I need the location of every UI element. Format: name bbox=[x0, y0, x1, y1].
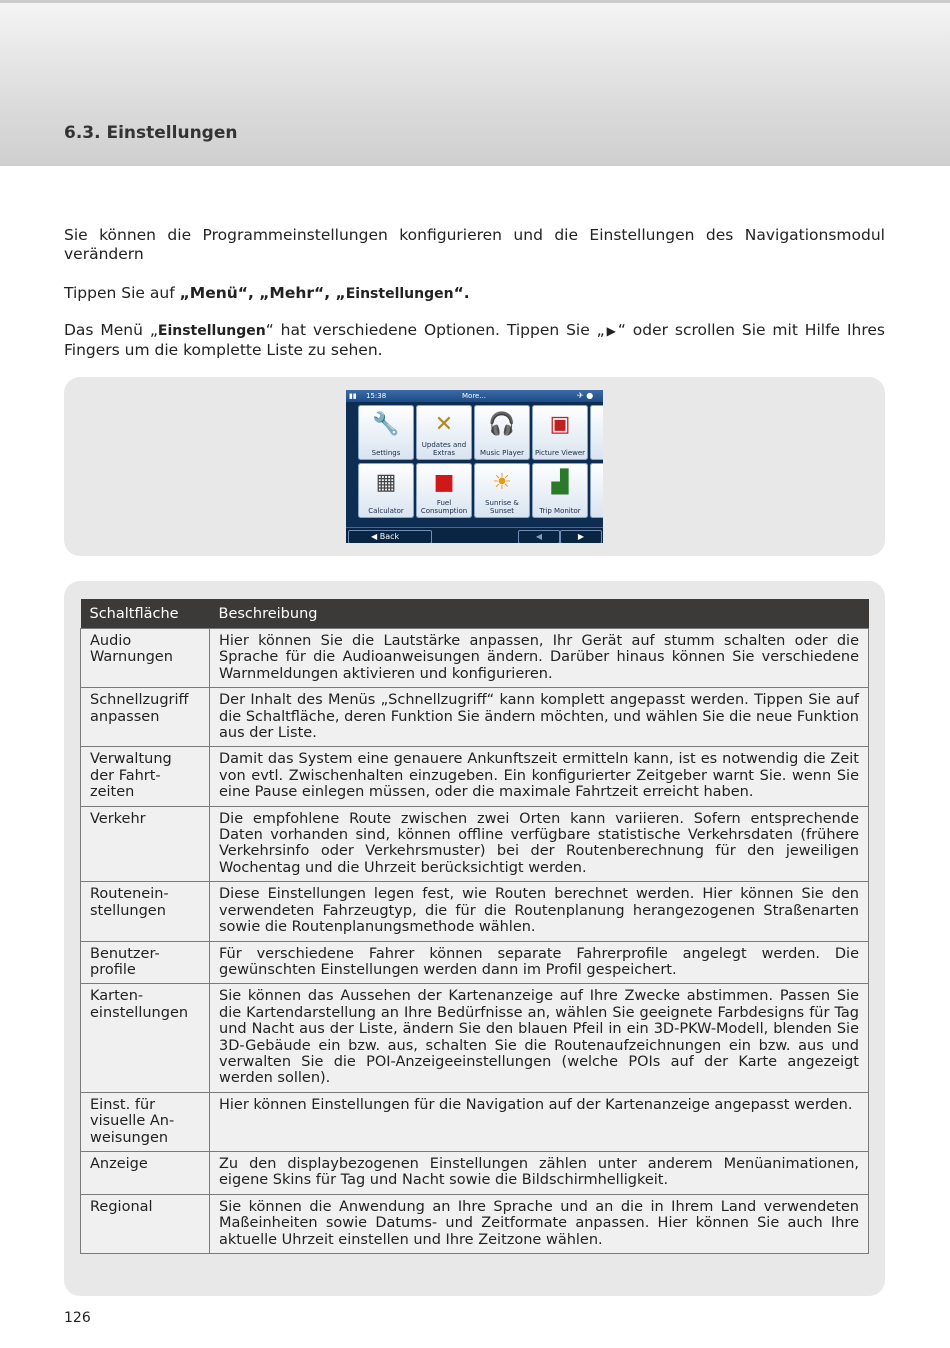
tile-settings[interactable] bbox=[358, 405, 414, 460]
back-arrow-icon: ◀ bbox=[371, 532, 378, 541]
screen-title: More... bbox=[462, 392, 487, 400]
satellite-icon: ✈ ● bbox=[577, 391, 594, 400]
tile-label: Settings bbox=[371, 448, 401, 457]
table-row bbox=[81, 1092, 869, 1151]
table-row bbox=[81, 984, 869, 1092]
tile-picture-viewer[interactable] bbox=[532, 405, 588, 460]
menu-suffix: “ oder scrollen Sie mit Hilfe Ihres Fingers um die komplette Liste zu sehen. bbox=[64, 321, 885, 359]
tile-label: Picture Viewer bbox=[534, 448, 586, 457]
row-button-name: Verwaltung der Fahrt- zeiten bbox=[81, 747, 210, 806]
tile-fuel-consumption[interactable] bbox=[416, 463, 472, 518]
headphones-icon: 🎧 bbox=[488, 411, 516, 437]
row-button-name: Routenein- stellungen bbox=[81, 882, 210, 941]
clock: 15:38 bbox=[366, 392, 387, 400]
row-description: Hier können Einstellungen für die Navigation auf der Kartenanzeige angepasst werden. bbox=[210, 1092, 869, 1151]
tile-music-player[interactable] bbox=[474, 405, 530, 460]
row-button-name: Schnellzugriff anpassen bbox=[81, 688, 210, 747]
table-row bbox=[81, 688, 869, 747]
picture-icon: ▣ bbox=[549, 411, 571, 437]
table-row bbox=[81, 806, 869, 882]
row-button-name: Einst. für visuelle An- weisungen bbox=[81, 1092, 210, 1151]
row-button-name: Regional bbox=[81, 1194, 210, 1253]
table-row bbox=[81, 1194, 869, 1253]
device-screen bbox=[346, 390, 603, 543]
tile-label: Trip Monitor bbox=[539, 506, 581, 515]
menu-prefix: Das Menü „ bbox=[64, 321, 158, 339]
tile-label: Sunrise & Sunset bbox=[485, 499, 519, 515]
row-button-name: Anzeige bbox=[81, 1151, 210, 1194]
menu-instruction bbox=[64, 321, 885, 360]
tap-suffix: “. bbox=[453, 284, 470, 302]
table-header-row bbox=[81, 599, 869, 629]
row-description: Für verschiedene Fahrer können separate Fahrerprofile angelegt werden. Die gewünschten Einstellungen werden dann im Profil gespeichert. bbox=[210, 941, 869, 984]
table-row bbox=[81, 1151, 869, 1194]
play-arrow-icon: ▶ bbox=[604, 324, 618, 338]
status-bar bbox=[346, 390, 603, 402]
tile-label: Calculator bbox=[368, 506, 404, 515]
column-header-button: Schaltfläche bbox=[81, 599, 210, 629]
wrench-screwdriver-icon: 🔧 bbox=[372, 411, 400, 437]
settings-table bbox=[80, 599, 869, 1254]
tap-instruction bbox=[64, 284, 885, 304]
sun-icon: ☀ bbox=[492, 469, 512, 495]
row-description: Diese Einstellungen legen fest, wie Routen berechnet werden. Hier können Sie den verwendeten Fahrzeugtyp, die für die Routenplanung herangezogenen Straßenarten sowie die Routenplanungsmethode wählen. bbox=[210, 882, 869, 941]
menu-settings: Einstellungen bbox=[157, 323, 266, 339]
row-description: Hier können Sie die Lautstärke anpassen, Ihr Gerät auf stumm schalten oder die Sprache für die Audioanweisungen ändern. Darüber hinaus können Sie verschiedene Warnmeldungen aktivieren und konfigurieren. bbox=[210, 629, 869, 688]
tile-label: Fuel Consumption bbox=[420, 499, 468, 515]
tile-calculator[interactable] bbox=[358, 463, 414, 518]
tap-settings: Einstellungen bbox=[345, 286, 454, 302]
tile-trip-monitor[interactable] bbox=[532, 463, 588, 518]
next-page-button[interactable]: ▶ bbox=[560, 530, 602, 543]
back-label: Back bbox=[379, 532, 400, 541]
tile-partial[interactable] bbox=[590, 405, 603, 460]
row-description: Der Inhalt des Menüs „Schnellzugriff“ kann komplett angepasst werden. Tippen Sie auf die Schaltfläche, deren Funktion Sie ändern möchten, und wählen Sie die neue Funktion aus der Liste. bbox=[210, 688, 869, 747]
tile-updates-and-extras[interactable] bbox=[416, 405, 472, 460]
previous-page-button[interactable]: ◀ bbox=[518, 530, 560, 543]
table-body bbox=[81, 629, 869, 1254]
page-number: 126 bbox=[64, 1310, 91, 1326]
tile-partial[interactable] bbox=[590, 463, 603, 518]
back-button[interactable] bbox=[348, 530, 432, 543]
tile-label: Updates and Extras bbox=[421, 441, 467, 457]
row-button-name: Benutzer- profile bbox=[81, 941, 210, 984]
row-description: Die empfohlene Route zwischen zwei Orten kann variieren. Sofern entsprechende Daten vorhanden sind, können offline verfügbare statistische Verkehrsdaten (frühere Verkehrsinfo oder Verkehrsmuster) bei der Routenberechnung für den jeweiligen Wochentag und die Uhrzeit berücksichtigt werden. bbox=[210, 806, 869, 882]
fuel-can-icon: ■ bbox=[433, 469, 455, 495]
row-button-name: Karten- einstellungen bbox=[81, 984, 210, 1092]
row-description: Zu den displaybezogenen Einstellungen zählen unter anderem Menüanimationen, eigene Skins für Tag und Nacht sowie die Bildschirmhelligkeit. bbox=[210, 1151, 869, 1194]
bottom-bar bbox=[346, 527, 603, 543]
bar-chart-icon: ▟ bbox=[551, 469, 569, 495]
page-header bbox=[0, 0, 950, 166]
section-title: 6.3. Einstellungen bbox=[64, 123, 238, 143]
tap-menu-path: „Menü“, „Mehr“, „ bbox=[179, 284, 346, 302]
tile-sunrise-sunset[interactable] bbox=[474, 463, 530, 518]
table-row bbox=[81, 941, 869, 984]
table-row bbox=[81, 747, 869, 806]
row-description: Damit das System eine genauere Ankunftszeit ermitteln kann, ist es notwendig die Zeit von evtl. Zwischenhalten einzugeben. Ein konfigurierter Zeitgeber warnt Sie. wenn Sie eine Pause einlegen müssen, oder die maximale Fahrtzeit erreicht haben. bbox=[210, 747, 869, 806]
row-button-name: Audio Warnungen bbox=[81, 629, 210, 688]
column-header-description: Beschreibung bbox=[210, 599, 869, 629]
table-row bbox=[81, 629, 869, 688]
row-description: Sie können das Aussehen der Kartenanzeige auf Ihre Zwecke abstimmen. Passen Sie die Kartendarstellung an Ihre Bedürfnisse an, wählen Sie geeignete Farbdesigns für Tag und Nacht aus der Liste, ändern Sie den blauen Pfeil in ein 3D-PKW-Modell, blenden Sie 3D-Gebäude ein bzw. aus, schalten Sie die Routenaufzeichnungen ein bzw. aus und verwalten Sie die POI-Anzeigeeinstellungen (welche POIs auf der Karte angezeigt werden sollen). bbox=[210, 984, 869, 1092]
menu-middle: “ hat verschiedene Optionen. Tippen Sie „ bbox=[265, 321, 605, 339]
tile-label: Music Player bbox=[480, 448, 524, 457]
intro-paragraph: Sie können die Programmeinstellungen konfigurieren und die Einstellungen des Navigationsmodul verändern bbox=[64, 226, 885, 263]
menu-grip-icon: ▮▮ bbox=[349, 392, 357, 400]
updates-icon: ✕ bbox=[434, 411, 454, 437]
tap-prefix: Tippen Sie auf bbox=[64, 284, 180, 302]
row-button-name: Verkehr bbox=[81, 806, 210, 882]
table-row bbox=[81, 882, 869, 941]
calculator-icon: ▦ bbox=[375, 469, 397, 495]
row-description: Sie können die Anwendung an Ihre Sprache und an die in Ihrem Land verwendeten Maßeinheiten sowie Datums- und Zeitformate anpassen. Hier können Sie auch Ihre aktuelle Uhrzeit einstellen und Ihre Zeitzone wählen. bbox=[210, 1194, 869, 1253]
